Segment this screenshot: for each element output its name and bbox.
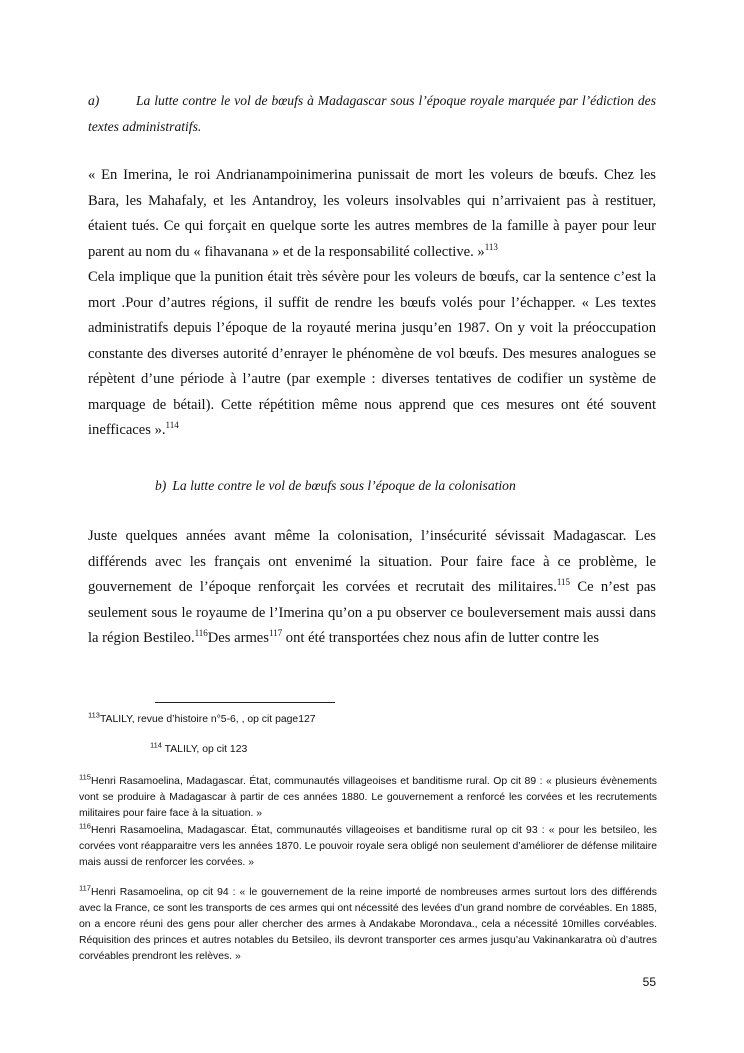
footnote-text: TALILY, revue d’histoire n°5-6, , op cit page127 <box>99 714 316 725</box>
footnote-text: Henri Rasamoelina, Madagascar. État, communautés villageoises et banditisme rural. Op cit 89 : « plusieurs évènements vont se produire à Madagascar à partir de ces années 1880. Le gouvernement a renforcé les corvées et les recrutements militaires pour faire face à la situation. » <box>79 776 657 819</box>
footnote-text: Henri Rasamoelina, op cit 94 : « le gouvernement de la reine importé de nombreuses armes surtout lors des différends avec la France, ce sont les transports de ces armes qui ont nécessité des levées d’un grand nombre de corvéables. En 1885, on a encore réuni des gens pour aller chercher des armes à Andakabe Morondava., cela a nécessité 10milles corvéables. Réquisition des princes et autres notables du Betsileo, ils devront transporter ces armes jusqu’au Vakinankaratra où d’autres corvéables prendront les relèves. » <box>79 887 657 962</box>
section-a-title: La lutte contre le vol de bœufs à Madagascar sous l’époque royale marquée par l’édiction des textes administratifs. <box>88 93 656 134</box>
footnote-114 <box>150 742 550 758</box>
section-b-heading <box>155 476 675 496</box>
body-paragraphs-2 <box>88 524 656 652</box>
paragraph-colonisation: Juste quelques années avant même la colonisation, l’insécurité sévissait Madagascar. Les différends avec les français ont envenimé la situation. Pour faire face à ce problème, le gouvernement de l’époque renforçait les corvées et recrutait des militaires.$^{115}$ Ce n’est pas seulement sous le royaume de l’Imerina qu’on a pu observer ce bouleversement mais aussi dans la région Bestileo.$^{116}$Des armes$^{117}$ ont été transportées chez nous afin de lutter contre les <box>88 528 656 646</box>
footnote-number: 117 <box>79 883 91 893</box>
footnote-text: Henri Rasamoelina, Madagascar. État, communautés villageoises et banditisme rural op cit 93 : « pour les betsileo, les corvées vont réapparaitre vers les années 1870. Le pouvoir royale sera obligé non seulement d’améliorer de défense militaire mais aussi de renforcer les corvées. » <box>79 825 657 868</box>
paragraph-quote-imerina: « En Imerina, le roi Andrianampoinimerina punissait de mort les voleurs de bœufs. Chez les Bara, les Mahafaly, et les Antandroy, les voleurs insolvables qui n’arrivaient pas à restituer, étaient tués. Ce qui forçait en quelque sorte les autres membres de la famille à payer pour leur parent au nom du « fihavanana » et de la responsabilité collective. »$^{113}$ <box>88 167 656 260</box>
footnote-ref-113[interactable]: 113 <box>484 241 498 252</box>
footnote-ref-115[interactable]: 115 <box>556 577 571 588</box>
footnote-ref-116[interactable]: 116 <box>194 628 208 639</box>
section-b-marker: b) <box>155 478 167 493</box>
section-a-heading <box>88 88 656 140</box>
footnote-text: TALILY, op cit 123 <box>161 744 248 755</box>
footnote-separator <box>155 702 335 703</box>
paragraph-punishment: Cela implique que la punition était très sévère pour les voleurs de bœufs, car la sentence c’est la mort .Pour d’autres régions, il suffit de rendre les bœufs volés pour l’échapper. « Les textes administratifs depuis l’époque de la royauté merina jusqu’en 1987. On y voit la préoccupation constante des diverses autorité d’enrayer le phénomène de vol bœufs. Des mesures analogues se répètent d’une période à l’autre (par exemple : diverses tentatives de codifier un système de marquage de bétail). Cette répétition même nous apprend que ces mesures ont été souvent inefficaces ».$^{114}$ <box>88 269 656 438</box>
footnote-113 <box>88 712 588 728</box>
footnote-number: 116 <box>79 821 91 831</box>
footnote-number: 114 <box>150 740 162 750</box>
section-a-marker: a) <box>88 93 100 108</box>
footnote-number: 113 <box>88 710 100 720</box>
footnote-ref-114[interactable]: 114 <box>165 420 179 431</box>
footnote-ref-117[interactable]: 117 <box>268 628 283 639</box>
footnote-115 <box>79 774 657 822</box>
section-b-title: La lutte contre le vol de bœufs sous l’époque de la colonisation <box>172 478 516 493</box>
footnote-117 <box>79 885 657 965</box>
footnote-number: 115 <box>79 772 91 782</box>
page-number: 55 <box>642 975 656 989</box>
body-paragraphs-1 <box>88 163 656 444</box>
footnote-116 <box>79 823 657 871</box>
